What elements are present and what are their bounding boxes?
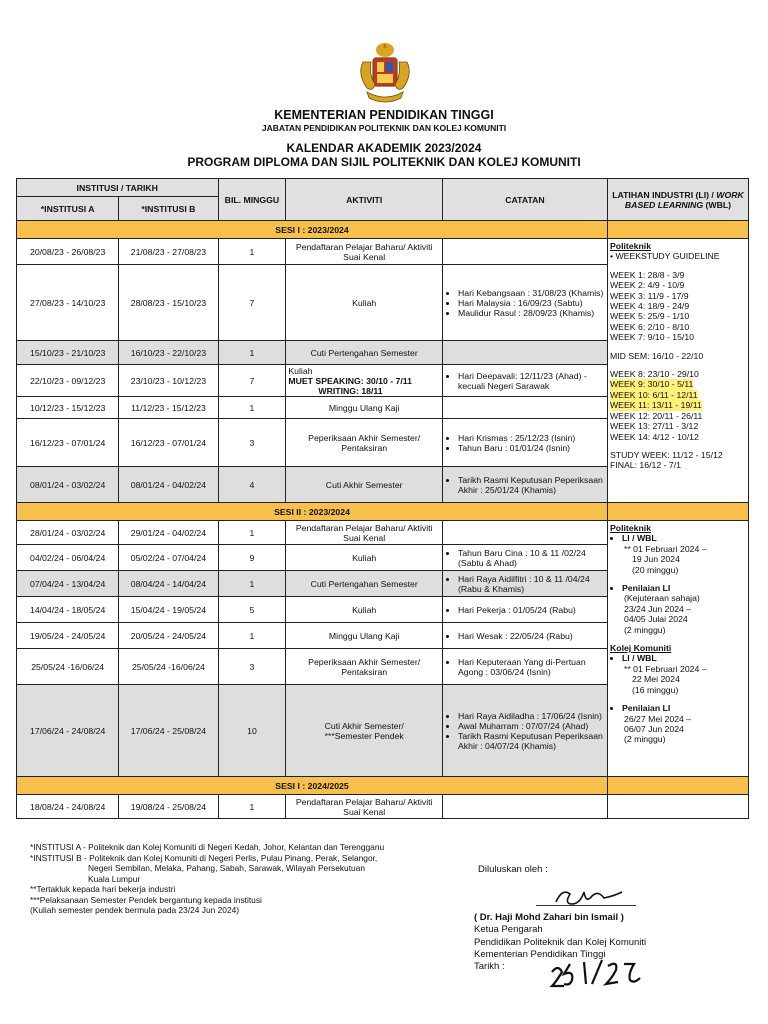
li-week-highlight: WEEK 10: 6/11 - 12/11 — [609, 389, 698, 400]
date-a: 28/01/24 - 03/02/24 — [17, 521, 119, 545]
li-penilaian: • Penilaian LI — [622, 703, 746, 713]
li-penilaian-note: (Kejuteraan sahaja) — [623, 593, 700, 604]
li-date: 23/24 Jun 2024 – — [623, 603, 692, 614]
signatory-date-label: Tarikh : — [474, 961, 505, 973]
sesi-label: SESI I : 2024/2025 — [17, 777, 608, 795]
li-date: ** 01 Februari 2024 – — [623, 663, 707, 674]
date-b: 29/01/24 - 04/02/24 — [119, 521, 218, 545]
sesi-row — [17, 221, 749, 239]
footnote: ***Pelaksanaan Semester Pendek bergantung kepada institusi — [30, 894, 262, 905]
week-count: 10 — [218, 685, 286, 777]
week-count: 3 — [218, 419, 286, 467]
signatory-role: Ketua Pengarah — [474, 924, 543, 936]
footnote: **Tertakluk kepada hari bekerja industri — [30, 884, 176, 894]
date-b: 17/06/24 - 25/08/24 — [119, 685, 218, 777]
date-b: 21/08/23 - 27/08/23 — [119, 239, 218, 265]
date-a: 16/12/23 - 07/01/24 — [17, 419, 119, 467]
li-sesi2-cell — [607, 521, 748, 777]
remark-item: • Hari Kebangsaan : 31/08/23 (Khamis) — [458, 288, 605, 298]
remarks — [443, 397, 608, 419]
li-week: WEEK 5: 25/9 - 1/10 — [609, 311, 690, 322]
sesi-label: SESI I : 2023/2024 — [17, 221, 608, 239]
remark-item: • Hari Krismas : 25/12/23 (Isnin) — [458, 433, 605, 443]
week-count: 7 — [218, 365, 286, 397]
signatory-role: Kementerian Pendidikan Tinggi — [474, 948, 606, 960]
activity — [286, 685, 443, 777]
date-b: 15/04/24 - 19/05/24 — [119, 597, 218, 623]
footnote: *INSTITUSI A - Politeknik dan Kolej Komuniti di Negeri Kedah, Johor, Kelantan dan Terengganu — [30, 842, 385, 852]
li-week: WEEK 7: 9/10 - 15/10 — [609, 332, 695, 343]
remarks — [443, 521, 608, 545]
date-a: 07/04/24 - 13/04/24 — [17, 571, 119, 597]
date-a: 20/08/23 - 26/08/23 — [17, 239, 119, 265]
date-b: 28/08/23 - 15/10/23 — [119, 265, 218, 341]
week-count: 1 — [218, 397, 286, 419]
date-a: 15/10/23 - 21/10/23 — [17, 341, 119, 365]
date-b: 25/05/24 -16/06/24 — [119, 649, 218, 685]
activity: Pendaftaran Pelajar Baharu/ Aktiviti Suai Kenal — [286, 521, 443, 545]
activity: Peperiksaan Akhir Semester/ Pentaksiran — [286, 419, 443, 467]
li-date: 26/27 Mei 2024 – — [623, 713, 692, 724]
header-institusi-a: *INSTITUSI A — [17, 197, 119, 221]
remarks — [443, 467, 608, 503]
remarks — [443, 597, 608, 623]
department-name: JABATAN PENDIDIKAN POLITEKNIK DAN KOLEJ KOMUNITI — [261, 123, 507, 133]
remarks — [443, 265, 608, 341]
li-empty — [607, 795, 748, 819]
week-count: 1 — [218, 341, 286, 365]
header-latihan-industri — [607, 179, 748, 221]
week-count: 1 — [218, 521, 286, 545]
activity: Minggu Ulang Kaji — [286, 397, 443, 419]
remark-item: • Tahun Baru Cina : 10 & 11 /02/24 (Sabtu & Ahad) — [458, 548, 605, 568]
activity — [286, 365, 443, 397]
li-wbl-label: • LI / WBL — [622, 533, 746, 543]
calendar-subtitle: PROGRAM DIPLOMA DAN SIJIL POLITEKNIK DAN KOLEJ KOMUNITI — [187, 155, 581, 169]
activity: Pendaftaran Pelajar Baharu/ Aktiviti Suai Kenal — [286, 795, 443, 819]
remark-item: • Hari Wesak : 22/05/24 (Rabu) — [458, 631, 605, 641]
activity-cuti: Cuti Akhir Semester/ — [324, 720, 404, 731]
remark-item: • Hari Malaysia : 16/09/23 (Sabtu) — [458, 298, 605, 308]
li-week: WEEK 1: 28/8 - 3/9 — [609, 269, 685, 280]
footnote: Negeri Sembilan, Melaka, Pahang, Sabah, Sarawak, Wilayah Persekutuan — [88, 863, 365, 873]
li-guideline-text: WEEKSTUDY GUIDELINE — [615, 251, 720, 262]
remarks — [443, 239, 608, 265]
li-week: WEEK 14: 4/12 - 10/12 — [609, 431, 699, 442]
signature-line — [536, 905, 636, 906]
li-date: 06/07 Jun 2024 — [623, 723, 684, 734]
header-bil-minggu: BIL. MINGGU — [218, 179, 286, 221]
week-count: 3 — [218, 649, 286, 685]
coat-of-arms-icon — [355, 40, 415, 106]
activity-semester-pendek: ***Semester Pendek — [324, 730, 404, 741]
li-mid-sem: MID SEM: 16/10 - 22/10 — [609, 350, 704, 361]
footnote: (Kuliah semester pendek bermula pada 23/24 Jun 2024) — [30, 905, 240, 915]
remarks — [443, 365, 608, 397]
remark-item: • Hari Raya Aidilfitri : 10 & 11 /04/24 (Rabu & Khamis) — [458, 574, 605, 594]
li-week: WEEK 3: 11/9 - 17/9 — [609, 290, 689, 301]
activity: Cuti Akhir Semester — [286, 467, 443, 503]
li-wbl-label: • LI / WBL — [622, 653, 746, 663]
remark-item: • Hari Raya Aidiladha : 17/06/24 (Isnin) — [458, 711, 605, 721]
li-duration: (16 minggu) — [631, 684, 679, 695]
remarks — [443, 545, 608, 571]
li-week: WEEK 8: 23/10 - 29/10 — [609, 369, 699, 380]
remarks — [443, 419, 608, 467]
table-row — [17, 795, 749, 819]
week-count: 7 — [218, 265, 286, 341]
ministry-name: KEMENTERIAN PENDIDIKAN TINGGI — [274, 108, 494, 122]
remarks — [443, 685, 608, 777]
date-b: 16/12/23 - 07/01/24 — [119, 419, 218, 467]
date-b: 23/10/23 - 10/12/23 — [119, 365, 218, 397]
signatory-role: Pendidikan Politeknik dan Kolej Komuniti — [474, 936, 647, 948]
date-a: 08/01/24 - 03/02/24 — [17, 467, 119, 503]
footnotes — [30, 842, 384, 916]
date-a: 04/02/24 - 06/04/24 — [17, 545, 119, 571]
activity: Cuti Pertengahan Semester — [286, 571, 443, 597]
date-b: 16/10/23 - 22/10/23 — [119, 341, 218, 365]
li-week: WEEK 12: 20/11 - 26/11 — [609, 410, 703, 421]
remark-item: • Awal Muharram : 07/07/24 (Ahad) — [458, 721, 605, 731]
li-week: WEEK 4: 18/9 - 24/9 — [609, 301, 690, 312]
li-kolej-title: Kolej Komuniti — [609, 643, 672, 654]
remark-item: • Hari Keputeraan Yang di-Pertuan Agong : 03/06/24 (Isnin) — [458, 657, 605, 677]
handwritten-date — [548, 958, 648, 988]
date-b: 20/05/24 - 24/05/24 — [119, 623, 218, 649]
li-week: WEEK 13: 27/11 - 3/12 — [609, 421, 699, 432]
sesi-row — [17, 777, 749, 795]
footnote: *INSTITUSI B - Politeknik dan Kolej Komuniti di Negeri Perlis, Pulau Pinang, Perak, Selangor, — [30, 852, 378, 863]
activity: Cuti Pertengahan Semester — [286, 341, 443, 365]
li-week-highlight: WEEK 11: 13/11 - 19/11 — [609, 400, 702, 411]
date-b: 08/01/24 - 04/02/24 — [119, 467, 218, 503]
date-b: 08/04/24 - 14/04/24 — [119, 571, 218, 597]
li-guideline: • WEEKSTUDY GUIDELINE — [609, 251, 720, 262]
remark-item: • Hari Pekerja : 01/05/24 (Rabu) — [458, 605, 605, 615]
li-penilaian: • Penilaian LI — [622, 583, 746, 593]
activity: Pendaftaran Pelajar Baharu/ Aktiviti Suai Kenal — [286, 239, 443, 265]
header-li-label: LATIHAN INDUSTRI (LI) / — [612, 189, 717, 200]
li-duration: (20 minggu) — [631, 564, 679, 575]
muet-writing: WRITING: 18/11 — [318, 385, 383, 396]
date-a: 14/04/24 - 18/05/24 — [17, 597, 119, 623]
date-b: 11/12/23 - 15/12/23 — [119, 397, 218, 419]
date-a: 27/08/23 - 14/10/23 — [17, 265, 119, 341]
sesi-label: SESI II : 2023/2024 — [17, 503, 608, 521]
activity: Minggu Ulang Kaji — [286, 623, 443, 649]
date-a: 25/05/24 -16/06/24 — [17, 649, 119, 685]
date-a: 22/10/23 - 09/12/23 — [17, 365, 119, 397]
remarks — [443, 341, 608, 365]
week-count: 1 — [218, 623, 286, 649]
signatory-name: ( Dr. Haji Mohd Zahari bin Ismail ) — [474, 912, 624, 923]
remark-item: • Tarikh Rasmi Keputusan Peperiksaan Akhir : 25/01/24 (Khamis) — [458, 475, 605, 495]
date-a: 17/06/24 - 24/08/24 — [17, 685, 119, 777]
header-institusi-b: *INSTITUSI B — [119, 197, 218, 221]
li-week-highlight: WEEK 9: 30/10 - 5/11 — [609, 379, 694, 390]
remark-item: • Hari Deepavali: 12/11/23 (Ahad) - kecuali Negeri Sarawak — [458, 371, 605, 391]
week-count: 5 — [218, 597, 286, 623]
muet-speaking: MUET SPEAKING: 30/10 - 7/11 — [288, 375, 412, 386]
calendar-title: KALENDAR AKADEMIK 2023/2024 — [286, 141, 482, 155]
table-row — [17, 239, 749, 265]
date-a: 10/12/23 - 15/12/23 — [17, 397, 119, 419]
approved-by-label: Diluluskan oleh : — [478, 864, 548, 875]
li-date: 19 Jun 2024 — [631, 554, 680, 565]
header-aktiviti: AKTIVITI — [286, 179, 443, 221]
activity: Kuliah — [286, 545, 443, 571]
activity: Kuliah — [286, 597, 443, 623]
header-institusi-tarikh: INSTITUSI / TARIKH — [17, 179, 219, 197]
academic-calendar-table — [16, 178, 749, 819]
date-a: 19/05/24 - 24/05/24 — [17, 623, 119, 649]
date-b: 19/08/24 - 25/08/24 — [119, 795, 218, 819]
li-politeknik-title: Politeknik — [609, 241, 652, 251]
header-catatan: CATATAN — [443, 179, 608, 221]
li-duration: (2 minggu) — [623, 624, 666, 635]
remark-item: • Maulidur Rasul : 28/09/23 (Khamis) — [458, 308, 605, 318]
li-date: 22 Mei 2024 — [631, 674, 680, 685]
li-final: FINAL: 16/12 - 7/1 — [609, 460, 681, 471]
li-duration: (2 minggu) — [623, 734, 666, 745]
week-count: 9 — [218, 545, 286, 571]
week-count: 4 — [218, 467, 286, 503]
remarks — [443, 623, 608, 649]
header-wbl-abbr: (WBL) — [703, 199, 732, 210]
activity-kuliah: Kuliah — [288, 365, 313, 376]
remark-item: • Tarikh Rasmi Keputusan Peperiksaan Akhir : 04/07/24 (Khamis) — [458, 731, 605, 751]
sesi-row — [17, 503, 749, 521]
li-week: WEEK 6: 2/10 - 8/10 — [609, 321, 690, 332]
remarks — [443, 795, 608, 819]
week-count: 1 — [218, 795, 286, 819]
li-sesi1-cell — [607, 239, 748, 503]
li-study-week: STUDY WEEK: 11/12 - 15/12 — [609, 449, 723, 460]
date-a: 18/08/24 - 24/08/24 — [17, 795, 119, 819]
footnote: Kuala Lumpur — [88, 873, 141, 884]
remarks — [443, 571, 608, 597]
week-count: 1 — [218, 239, 286, 265]
week-count: 1 — [218, 571, 286, 597]
li-politeknik-title: Politeknik — [609, 523, 652, 533]
activity: Kuliah — [286, 265, 443, 341]
li-date: 04/05 Julai 2024 — [623, 614, 688, 625]
table-row — [17, 521, 749, 545]
remarks — [443, 649, 608, 685]
header-wbl-label: WORK BASED LEARNING — [624, 189, 744, 210]
li-week: WEEK 2: 4/9 - 10/9 — [609, 280, 685, 291]
remark-item: • Tahun Baru : 01/01/24 (Isnin) — [458, 443, 605, 453]
date-b: 05/02/24 - 07/04/24 — [119, 545, 218, 571]
li-date: ** 01 Februari 2024 – — [623, 543, 707, 554]
activity: Peperiksaan Akhir Semester/ Pentaksiran — [286, 649, 443, 685]
